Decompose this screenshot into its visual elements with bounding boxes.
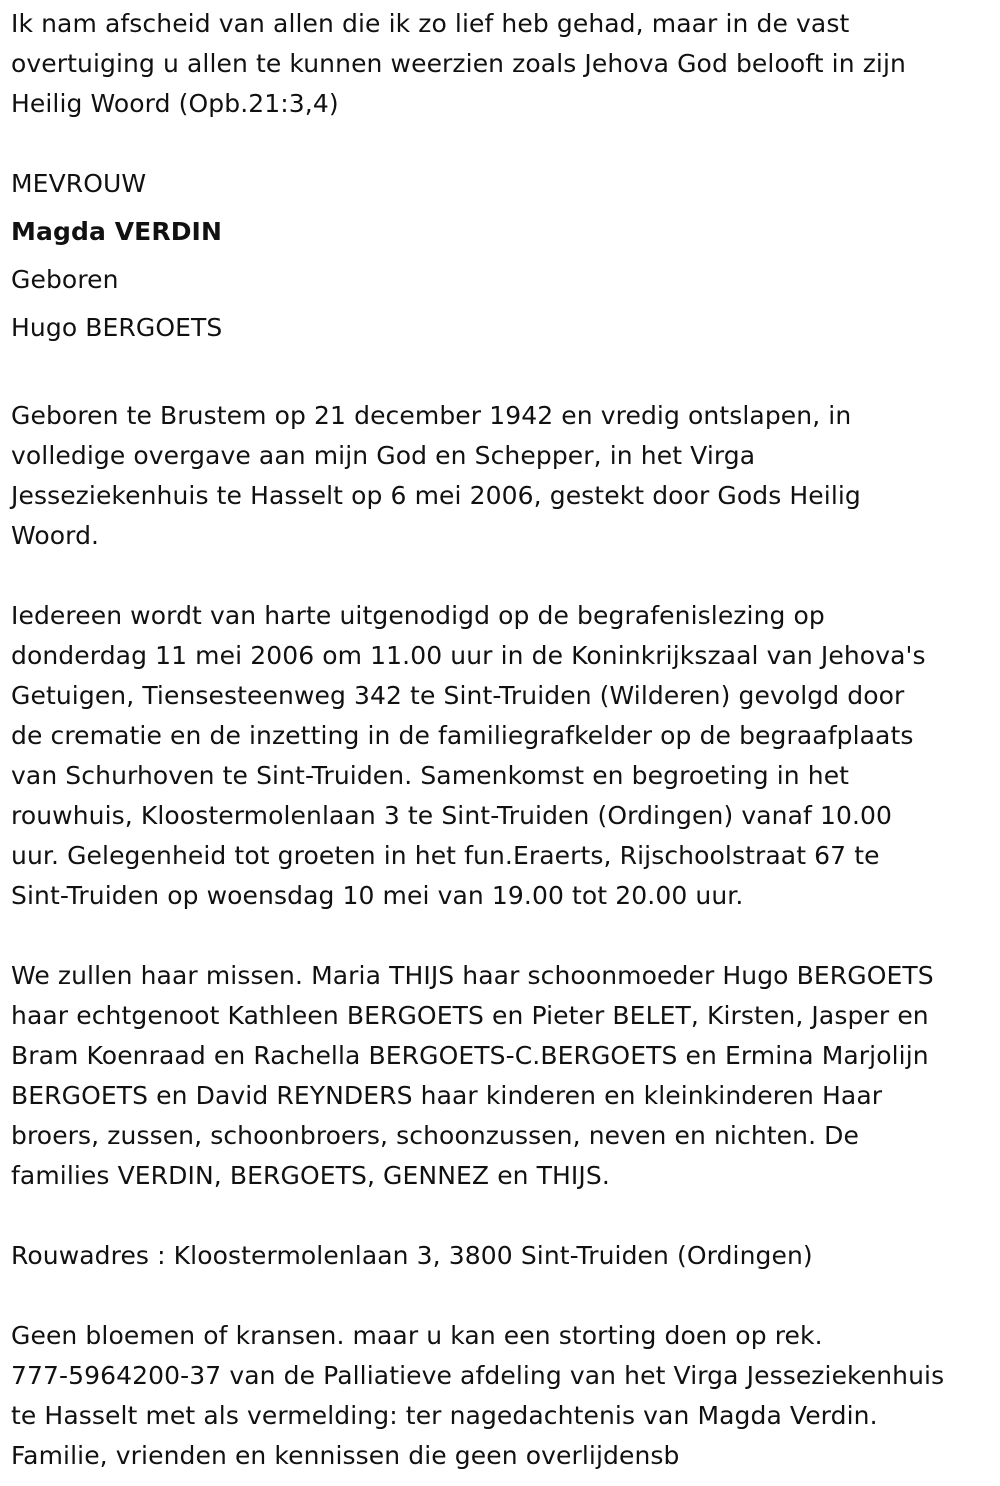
family-paragraph: We zullen haar missen. Maria THIJS haar schoonmoeder Hugo BERGOETS haar echtgenoot Kathleen BERGOETS en Pieter BELET, Kirsten, Jasper en Bram Koenraad en Rachella BERGOETS-C.BERGOETS en Ermina Marjolijn BERGOETS en David REYNDERS haar kinderen en kleinkinderen Haar broers, zussen, schoonbroers, schoonzussen, neven en nichten. De families VERDIN, BERGOETS, GENNEZ en THIJS. [11, 961, 934, 1190]
intro-paragraph: Ik nam afscheid van allen die ik zo lief heb gehad, maar in de vast overtuiging u allen te kunnen weerzien zoals Jehova God belooft in zijn Heilig Woord (Opb.21:3,4) [11, 9, 906, 118]
spacer [11, 124, 991, 164]
spouse-name: Hugo BERGOETS [11, 313, 223, 342]
spacer [11, 556, 991, 596]
obituary-document [11, 4, 991, 1476]
title-prefix: MEVROUW [11, 169, 147, 198]
spacer [11, 916, 991, 956]
funeral-paragraph: Iedereen wordt van harte uitgenodigd op de begrafenislezing op donderdag 11 mei 2006 om 11.00 uur in de Koninkrijkszaal van Jehova's Getuigen, Tiensesteenweg 342 te Sint-Truiden (Wilderen) gevolgd door de crematie en de inzetting in de familiegrafkelder op de begraafplaats van Schurhoven te Sint-Truiden. Samenkomst en begroeting in het rouwhuis, Kloostermolenlaan 3 te Sint-Truiden (Ordingen) vanaf 10.00 uur. Gelegenheid tot groeten in het fun.Eraerts, Rijschoolstraat 67 te Sint-Truiden op woensdag 10 mei van 19.00 tot 20.00 uur. [11, 601, 926, 910]
birth-death-paragraph: Geboren te Brustem op 21 december 1942 en vredig ontslapen, in volledige overgave aan mijn God en Schepper, in het Virga Jesseziekenhuis te Hasselt op 6 mei 2006, gestekt door Gods Heilig Woord. [11, 401, 861, 550]
mourning-address: Rouwadres : Kloostermolenlaan 3, 3800 Sint-Truiden (Ordingen) [11, 1241, 813, 1270]
spacer [11, 356, 991, 396]
donation-paragraph: Geen bloemen of kransen. maar u kan een storting doen op rek. 777-5964200-37 van de Palliatieve afdeling van het Virga Jesseziekenhuis te Hasselt met als vermelding: ter nagedachtenis van Magda Verdin. Familie, vrienden en kennissen die geen overlijdensb [11, 1321, 945, 1470]
born-label: Geboren [11, 265, 119, 294]
spacer [11, 1196, 991, 1236]
deceased-name: Magda VERDIN [11, 217, 222, 246]
spacer [11, 1276, 991, 1316]
